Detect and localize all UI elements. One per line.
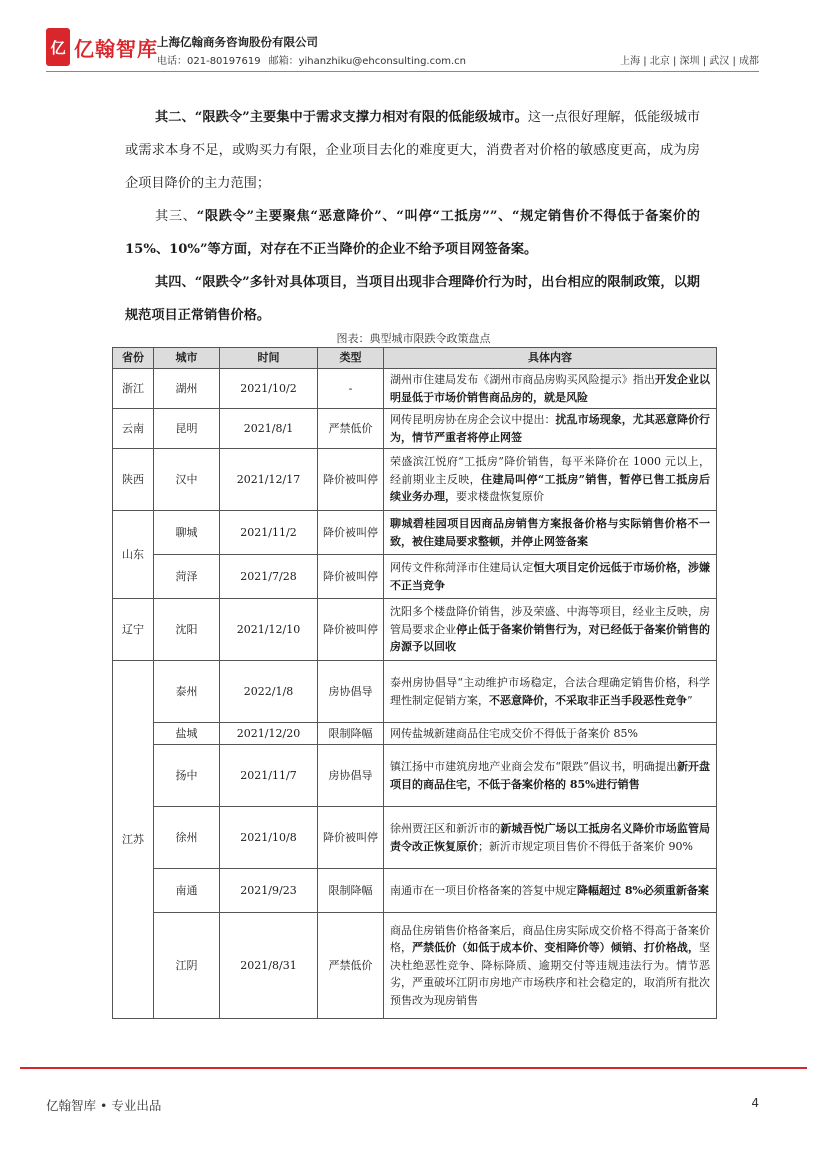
paragraph-2: [125, 101, 700, 200]
email-text: 邮箱：yihanzhiku@ehconsulting.com.cn: [268, 56, 466, 67]
type-cell: 限制降幅: [318, 723, 384, 745]
content-bold: 新开盘项目的商品住宅，不低于备案价格的 85%进行销售: [390, 760, 711, 791]
paragraph-2-text: 这一点很好理解，低能级城市或需求本身不足，或购买力有限，企业项目去化的难度更大，消费者对价格的敏感度更高，成为房企项目降价的主力范围；: [125, 110, 701, 191]
date-cell: 2021/12/17: [220, 449, 318, 511]
content-cell: [384, 409, 717, 449]
table-row: [113, 555, 717, 599]
city-cell: 菏泽: [154, 555, 220, 599]
city-cell: 江阴: [154, 913, 220, 1019]
content-bold: 聊城碧桂园项目因商品房销售方案报备价格与实际销售价格不一致，被住建局要求整顿，并停止网签备案: [390, 517, 710, 548]
type-cell: 房协倡导: [318, 661, 384, 723]
page-number: 4: [751, 1096, 759, 1110]
content-text: 坚决杜绝恶性竞争、降标降质、逾期交付等违规违法行为。情节恶劣，严重破坏江阴市房地产市场秩序和社会稳定的，取消所有批次预售改为现房销售: [390, 941, 711, 1007]
content-cell: [384, 511, 717, 555]
content-bold: 恒大项目定价远低于市场价格，涉嫌不正当竞争: [390, 561, 711, 592]
date-cell: 2021/10/2: [220, 369, 318, 409]
date-cell: 2021/12/10: [220, 599, 318, 661]
type-cell: 严禁低价: [318, 913, 384, 1019]
city-cell: 徐州: [154, 807, 220, 869]
logo-icon: 亿: [46, 28, 70, 66]
office-cities: 上海 | 北京 | 深圳 | 武汉 | 成都: [620, 56, 759, 67]
table-header-row: [113, 348, 717, 369]
type-cell: 房协倡导: [318, 745, 384, 807]
header-city: 城市: [154, 348, 220, 369]
table-row: [113, 599, 717, 661]
type-cell: 降价被叫停: [318, 555, 384, 599]
content-cell: [384, 661, 717, 723]
content-text: 荣盛滨江悦府“工抵房”降价销售，每平米降价在 1000 元以上，经前期业主反映，: [390, 455, 710, 486]
content-bold: 停止低于备案价销售行为，对已经低于备案价销售的房源予以回收: [390, 622, 711, 654]
page-header: [0, 0, 827, 80]
content-text: 泰州房协倡导“主动维护市场稳定，合法合理确定销售价格，科学理性制定促销方案，: [390, 676, 710, 707]
content-cell: [384, 449, 717, 511]
content-bold: 开发企业以明显低于市场价销售商品房的，就是风险: [390, 373, 711, 404]
city-cell: 泰州: [154, 661, 220, 723]
date-cell: 2021/11/7: [220, 745, 318, 807]
city-cell: 沈阳: [154, 599, 220, 661]
date-cell: 2021/7/28: [220, 555, 318, 599]
type-cell: -: [318, 369, 384, 409]
content-text: 网传盐城新建商品住宅成交价不得低于备案价 85%: [390, 726, 638, 740]
paragraph-4-bold: 其四、“限跌令”多针对具体项目，当项目出现非合理降价行为时，出台相应的限制政策，以期规范项目正常销售价格。: [125, 275, 700, 323]
content-bold: 严禁低价（如低于成本价、变相降价等）倾销、打价格战，: [412, 941, 700, 955]
paragraph-3-bold: “限跌令”主要聚焦“恶意降价”、“叫停“工抵房””、“规定销售价不得低于备案价的 15%、10%”等方面，对存在不正当降价的企业不给予项目网签备案。: [125, 209, 700, 257]
content-text: 镇江扬中市建筑房地产业商会发布“限跌”倡议书，明确提出: [390, 760, 677, 773]
type-cell: 降价被叫停: [318, 511, 384, 555]
header-date: 时间: [220, 348, 318, 369]
province-cell: 陕西: [113, 449, 154, 511]
table-row: [113, 913, 717, 1019]
province-cell: 浙江: [113, 369, 154, 409]
header-province: 省份: [113, 348, 154, 369]
table-row: [113, 369, 717, 409]
table-row: [113, 807, 717, 869]
city-cell: 湖州: [154, 369, 220, 409]
table-row: [113, 723, 717, 745]
content-text: ”: [687, 693, 693, 707]
company-name: 上海亿翰商务咨询股份有限公司: [157, 35, 318, 49]
header-type: 类型: [318, 348, 384, 369]
table-row: [113, 661, 717, 723]
content-cell: [384, 869, 717, 913]
type-cell: 降价被叫停: [318, 599, 384, 661]
content-text: 湖州市住建局发布《湖州市商品房购买风险提示》指出: [390, 373, 655, 386]
content-bold: 住建局叫停“工抵房”销售，暂停已售工抵房后续业务办理，: [390, 472, 711, 504]
city-cell: 昆明: [154, 409, 220, 449]
date-cell: 2021/10/8: [220, 807, 318, 869]
content-text: 沈阳多个楼盘降价销售，涉及荣盛、中海等项目，经业主反映，房管局要求企业: [390, 605, 710, 636]
date-cell: 2021/9/23: [220, 869, 318, 913]
policy-table: [112, 347, 717, 1019]
city-cell: 聊城: [154, 511, 220, 555]
contact-info: [157, 52, 466, 67]
content-text: ；新沂市规定项目售价不得低于备案价 90%: [478, 839, 693, 853]
city-cell: 盐城: [154, 723, 220, 745]
header-content: 具体内容: [384, 348, 717, 369]
paragraph-2-lead: 其二、“限跌令”主要集中于需求支撑力相对有限的低能级城市。: [155, 110, 528, 125]
content-cell: [384, 369, 717, 409]
date-cell: 2021/11/2: [220, 511, 318, 555]
paragraph-3: [125, 200, 700, 266]
province-cell: 江苏: [113, 661, 154, 1019]
content-text: 网传昆明房协在房企会议中提出：: [390, 413, 556, 426]
content-text: 网传文件称菏泽市住建局认定: [390, 561, 534, 574]
date-cell: 2022/1/8: [220, 661, 318, 723]
content-cell: [384, 913, 717, 1019]
date-cell: 2021/8/1: [220, 409, 318, 449]
type-cell: 限制降幅: [318, 869, 384, 913]
content-cell: [384, 555, 717, 599]
content-cell: [384, 807, 717, 869]
phone-text: 电话：021-80197619: [157, 56, 261, 67]
content-bold: 不恶意降价，不采取非正当手段恶性竞争: [489, 693, 687, 707]
city-cell: 南通: [154, 869, 220, 913]
table-row: [113, 449, 717, 511]
content-cell: [384, 599, 717, 661]
type-cell: 降价被叫停: [318, 807, 384, 869]
content-text: 南通市在一项目价格备案的答复中规定: [390, 883, 577, 897]
brand-name: 亿翰智库: [74, 37, 158, 61]
footer-divider: [20, 1067, 807, 1069]
province-cell: 辽宁: [113, 599, 154, 661]
city-cell: 扬中: [154, 745, 220, 807]
type-cell: 严禁低价: [318, 409, 384, 449]
city-cell: 汉中: [154, 449, 220, 511]
table-row: [113, 511, 717, 555]
paragraph-4: [125, 266, 700, 332]
content-text: 商品住房销售价格备案后，商品住房实际成交价格不得高于备案价格，: [390, 923, 710, 955]
paragraph-3-prefix: 其三、: [155, 209, 197, 224]
date-cell: 2021/12/20: [220, 723, 318, 745]
content-bold: 新城吾悦广场以工抵房名义降价市场监管局责令改正恢复原价: [390, 822, 711, 853]
date-cell: 2021/8/31: [220, 913, 318, 1019]
content-bold: 降幅超过 8%必须重新备案: [577, 883, 709, 897]
type-cell: 降价被叫停: [318, 449, 384, 511]
table-row: [113, 409, 717, 449]
content-text: 要求楼盘恢复原价: [456, 490, 544, 504]
footer-brand: 亿翰智库 • 专业出品: [46, 1098, 162, 1113]
content-text: 徐州贾汪区和新沂市的: [390, 822, 501, 835]
table-caption: 图表：典型城市限跌令政策盘点: [336, 332, 491, 345]
content-cell: [384, 745, 717, 807]
table-row: [113, 745, 717, 807]
province-cell: 山东: [113, 511, 154, 599]
table-row: [113, 869, 717, 913]
province-cell: 云南: [113, 409, 154, 449]
header-divider: [46, 71, 759, 72]
content-cell: [384, 723, 717, 745]
content-bold: 扰乱市场现象，尤其恶意降价行为，情节严重者将停止网签: [390, 413, 711, 444]
